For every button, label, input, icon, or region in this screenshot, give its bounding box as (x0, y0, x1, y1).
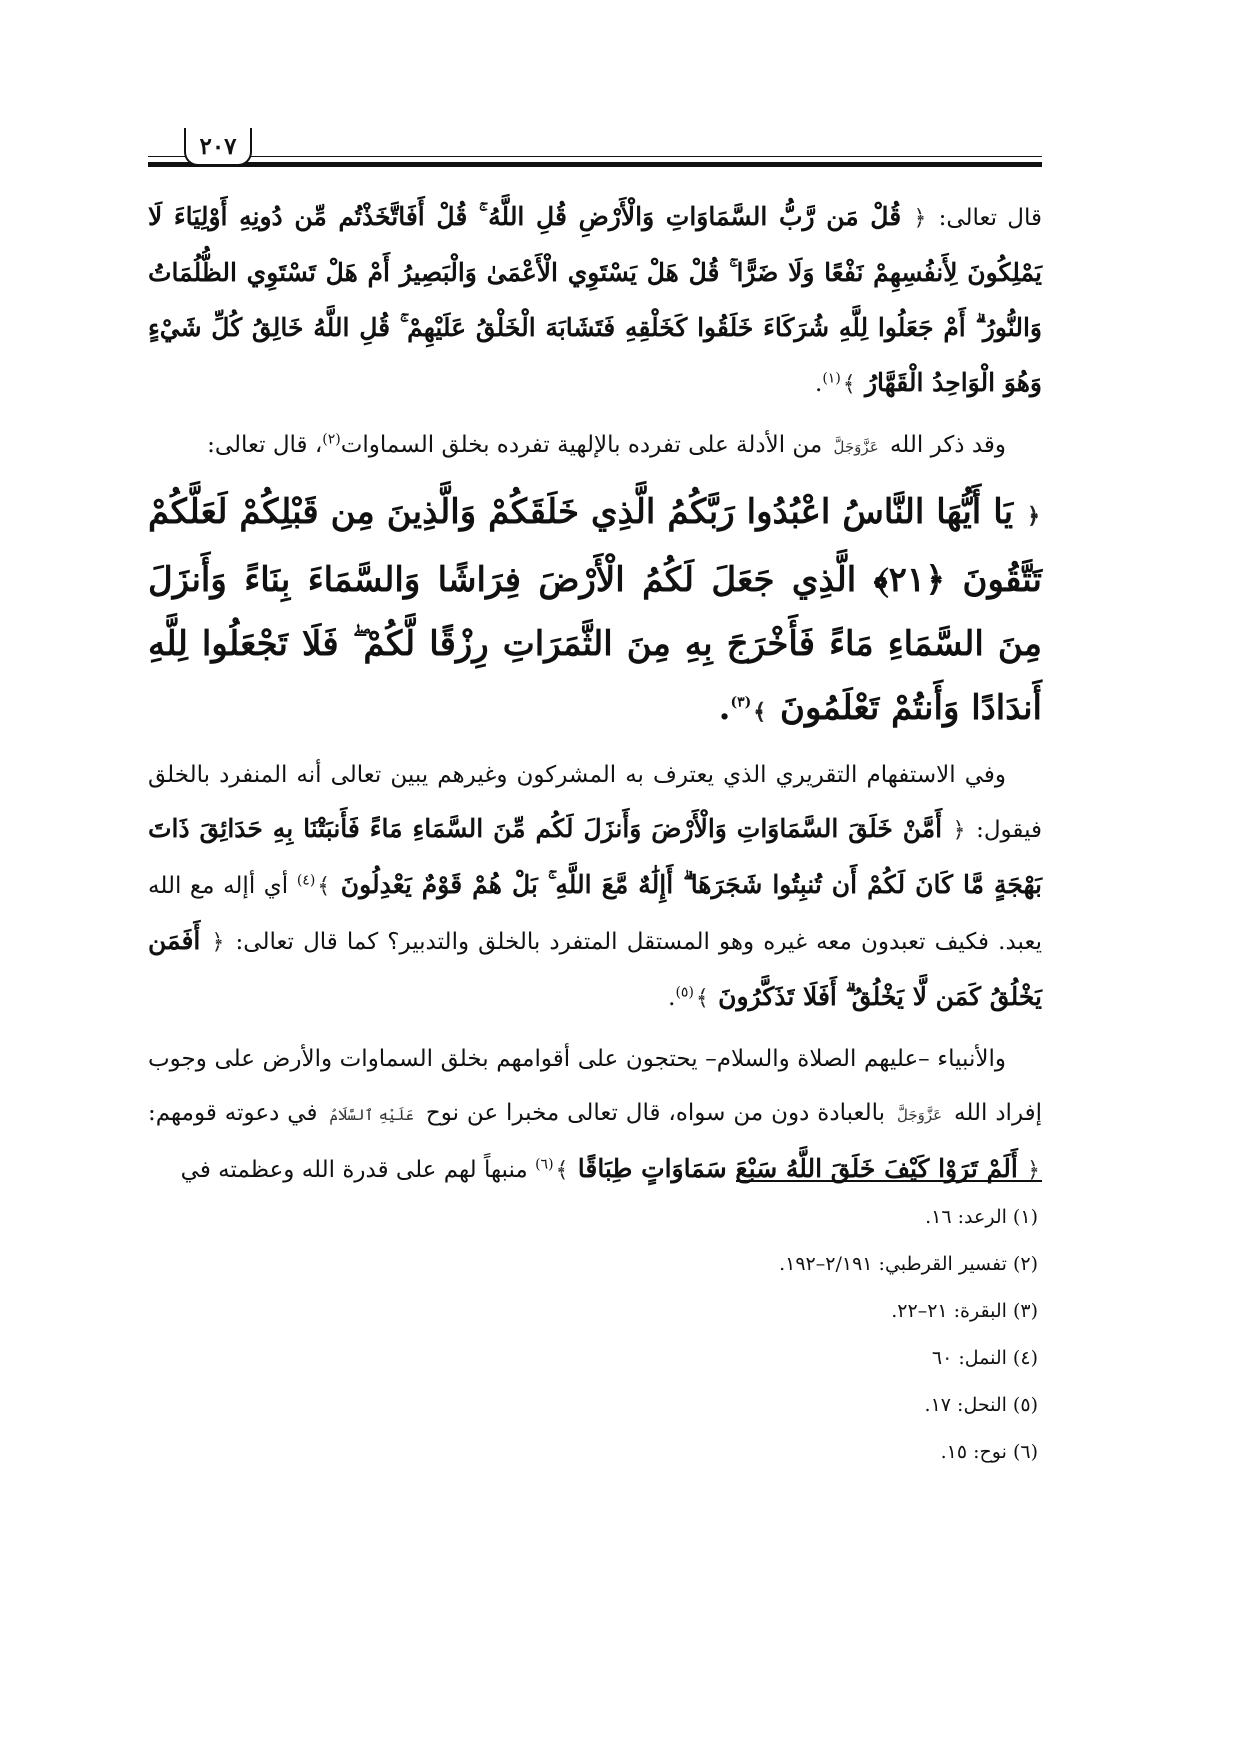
footnote-separator (736, 1180, 1042, 1182)
page-number: ٢٠٧ (184, 128, 252, 166)
text: في دعوته قومهم: (148, 1100, 318, 1126)
text: أي أإله مع الله يعبد. فكيف تعبدون معه غيره وهو المستقل المتفرد بالخلق والتدبير؟ كما قال تعالى: (148, 873, 1042, 955)
ornate-bracket-open: ﴿ (211, 930, 225, 955)
text: من الأدلة على تفرده بالإلهية تفرده بخلق السماوات (340, 432, 823, 458)
ornate-bracket-open: ﴿ (952, 818, 966, 843)
footnote-item: (٢) تفسير القرطبي: ٢/١٩١–١٩٢. (779, 1253, 1038, 1275)
paragraph-2 (148, 418, 1042, 474)
quran-verse: أَفَمَن يَخْلُقُ كَمَن لَّا يَخْلُقُ ۗ أَفَلَا تَذَكَّرُونَ (148, 926, 1042, 1011)
header-rule-thick (148, 162, 1042, 167)
main-text (148, 190, 1042, 1204)
honorific: عَزَّوَجَلَّ (833, 438, 879, 456)
ornate-bracket-close: ﴾ (555, 1158, 569, 1183)
quran-verse: يَا أَيُّهَا النَّاسُ اعْبُدُوا رَبَّكُمُ الَّذِي خَلَقَكُمْ وَالَّذِينَ مِن قَبْلِكُمْ لَعَلَّكُمْ تَتَّقُونَ ﴿٢١﴾ الَّذِي جَعَلَ لَكُمُ الْأَرْضَ فِرَاشًا وَالسَّمَاءَ بِنَاءً وَأَنزَلَ مِنَ السَّمَاءِ مَاءً فَأَخْرَجَ بِهِ مِنَ الثَّمَرَاتِ رِزْقًا لَّكُمْ ۖ فَلَا تَجْعَلُوا لِلَّهِ أَندَادًا وَأَنتُمْ تَعْلَمُونَ (148, 492, 1042, 728)
ornate-bracket-open: ﴿ (913, 206, 927, 231)
footnote-item: (٤) النمل: ٦٠ (931, 1347, 1038, 1369)
footnote-ref: (٢) (322, 431, 341, 448)
text: بالعبادة دون من سواه، قال تعالى مخبرا عن نوح (425, 1100, 886, 1126)
footnote-ref: (١) (822, 370, 841, 387)
paragraph-4 (148, 748, 1042, 1026)
ornate-bracket-open: ﴿ (1027, 503, 1040, 529)
footnote-ref: (٤) (296, 872, 316, 889)
text: وفي الاستفهام التقريري الذي يعترف به المشركون وغيرهم يبين تعالى أنه المنفرد بالخلق فيقول: (148, 762, 1043, 843)
footnotes (148, 1194, 1042, 1476)
text: منبهاً لهم على قدرة الله وعظمته في (180, 1157, 528, 1183)
ornate-bracket-close: ﴾ (753, 699, 767, 725)
footnote-ref: (٣) (730, 694, 752, 711)
paragraph-3 (148, 480, 1042, 744)
text: وقد ذكر الله (889, 432, 1006, 458)
footnote-item: (١) الرعد: ١٦. (925, 1206, 1038, 1228)
punctuation: . (668, 985, 676, 1011)
quran-verse: أَمَّنْ خَلَقَ السَّمَاوَاتِ وَالْأَرْضَ وَأَنزَلَ لَكُم مِّنَ السَّمَاءِ مَاءً فَأَنبَتْنَا بِهِ حَدَائِقَ ذَاتَ بَهْجَةٍ مَّا كَانَ لَكُمْ أَن تُنبِتُوا شَجَرَهَا ۗ أَإِلَٰهٌ مَّعَ اللَّهِ ۚ بَلْ هُمْ قَوْمٌ يَعْدِلُونَ (148, 814, 1043, 899)
ornate-bracket-close: ﴾ (695, 986, 709, 1011)
ornate-bracket-open: ﴿ (1027, 1158, 1040, 1183)
quran-verse: قُلْ مَن رَّبُّ السَّمَاوَاتِ وَالْأَرْضِ قُلِ اللَّهُ ۚ قُلْ أَفَاتَّخَذْتُم مِّن دُونِهِ أَوْلِيَاءَ لَا يَمْلِكُونَ لِأَنفُسِهِمْ نَفْعًا وَلَا ضَرًّا ۚ قُلْ هَلْ يَسْتَوِي الْأَعْمَىٰ وَالْبَصِيرُ أَمْ هَلْ تَسْتَوِي الظُّلُمَاتُ وَالنُّورُ ۗ أَمْ جَعَلُوا لِلَّهِ شُرَكَاءَ خَلَقُوا كَخَلْقِهِ فَتَشَابَهَ الْخَلْقُ عَلَيْهِمْ ۚ قُلِ اللَّهُ خَالِقُ كُلِّ شَيْءٍ وَهُوَ الْوَاحِدُ الْقَهَّارُ (148, 202, 1042, 397)
quran-verse: أَلَمْ تَرَوْا كَيْفَ خَلَقَ اللَّهُ سَبْعَ سَمَاوَاتٍ طِبَاقًا (577, 1154, 1018, 1183)
paragraph-5 (148, 1032, 1042, 1198)
ornate-bracket-close: ﴾ (842, 372, 856, 397)
header-rule-thin (148, 156, 1042, 157)
footnote-ref: (٥) (675, 984, 694, 1001)
footnote-item: (٦) نوح: ١٥. (940, 1441, 1038, 1463)
paragraph-1 (148, 190, 1042, 412)
punctuation: . (718, 688, 731, 728)
honorific: عَزَّوَجَلَّ (897, 1106, 943, 1124)
text: ، قال تعالى: (207, 432, 323, 458)
text: والأنبياء –عليهم الصلاة والسلام– يحتجون على أقوامهم بخلق السماوات والأرض على وجوب إفراد الله (148, 1046, 1043, 1126)
footnote-ref: (٦) (535, 1156, 554, 1173)
page-header (148, 128, 1042, 168)
punctuation: . (815, 371, 823, 397)
footnote-item: (٣) البقرة: ٢١–٢٢. (891, 1300, 1038, 1322)
ornate-bracket-close: ﴾ (317, 874, 331, 899)
footnote-item: (٥) النحل: ١٧. (924, 1394, 1038, 1416)
text: قال تعالى: (938, 205, 1043, 231)
honorific: عَلَيْهِ ٱلسَّلَامُ (329, 1106, 414, 1124)
